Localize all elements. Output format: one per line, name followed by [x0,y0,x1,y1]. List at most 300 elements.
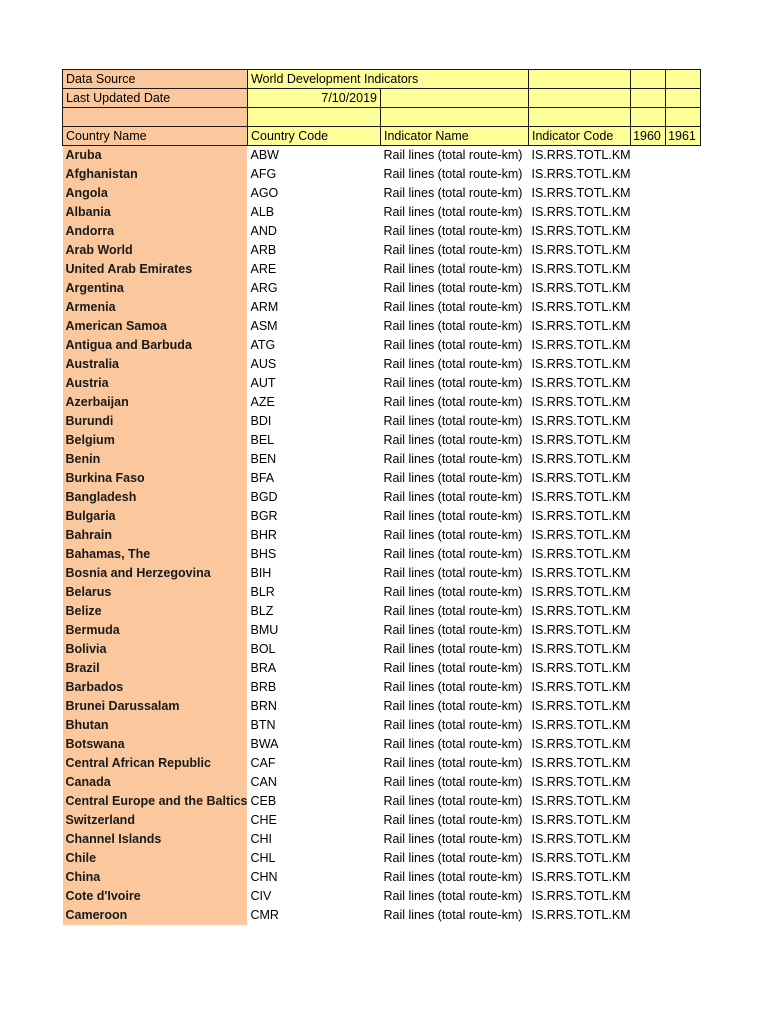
year-1961-cell[interactable] [666,355,701,374]
table-row [63,868,701,887]
empty-cell[interactable] [247,108,380,127]
country-code-cell[interactable]: BEN [247,450,380,469]
country-code-cell[interactable]: BTN [247,716,380,735]
header-country-name[interactable]: Country Name [63,127,248,146]
year-1961-cell[interactable] [666,184,701,203]
indicator-name-cell[interactable]: Rail lines (total route-km) [380,811,528,830]
country-code-cell[interactable]: BIH [247,564,380,583]
table-row [63,260,701,279]
year-1960-cell[interactable] [631,830,666,849]
country-name-cell[interactable]: Bosnia and Herzegovina [63,564,248,583]
indicator-code-cell[interactable]: IS.RRS.TOTL.KM [528,640,630,659]
indicator-code-cell[interactable]: IS.RRS.TOTL.KM [528,488,630,507]
indicator-code-cell[interactable]: IS.RRS.TOTL.KM [528,374,630,393]
indicator-name-cell[interactable]: Rail lines (total route-km) [380,716,528,735]
indicator-code-cell[interactable]: IS.RRS.TOTL.KM [528,545,630,564]
empty-cell[interactable] [631,70,666,89]
indicator-name-cell[interactable]: Rail lines (total route-km) [380,203,528,222]
table-row [63,735,701,754]
country-name-cell[interactable]: Belgium [63,431,248,450]
country-code-cell[interactable]: BRN [247,697,380,716]
indicator-code-cell[interactable]: IS.RRS.TOTL.KM [528,507,630,526]
country-code-cell[interactable]: ARM [247,298,380,317]
indicator-code-cell[interactable]: IS.RRS.TOTL.KM [528,241,630,260]
year-1960-cell[interactable] [631,716,666,735]
indicator-code-cell[interactable]: IS.RRS.TOTL.KM [528,450,630,469]
year-1960-cell[interactable] [631,906,666,925]
country-name-cell[interactable]: American Samoa [63,317,248,336]
year-1961-cell[interactable] [666,488,701,507]
country-code-cell[interactable]: BWA [247,735,380,754]
country-code-cell[interactable]: ABW [247,146,380,166]
year-1960-cell[interactable] [631,621,666,640]
year-1961-cell[interactable] [666,602,701,621]
indicator-name-cell[interactable]: Rail lines (total route-km) [380,697,528,716]
indicator-code-cell[interactable]: IS.RRS.TOTL.KM [528,659,630,678]
indicator-code-cell[interactable]: IS.RRS.TOTL.KM [528,697,630,716]
year-1960-cell[interactable] [631,336,666,355]
empty-cell[interactable] [528,70,630,89]
year-1961-cell[interactable] [666,678,701,697]
indicator-code-cell[interactable]: IS.RRS.TOTL.KM [528,203,630,222]
year-1961-cell[interactable] [666,526,701,545]
indicator-name-cell[interactable]: Rail lines (total route-km) [380,488,528,507]
year-1961-cell[interactable] [666,716,701,735]
indicator-name-cell[interactable]: Rail lines (total route-km) [380,868,528,887]
year-1960-cell[interactable] [631,431,666,450]
indicator-name-cell[interactable]: Rail lines (total route-km) [380,621,528,640]
table-row [63,773,701,792]
indicator-code-cell[interactable]: IS.RRS.TOTL.KM [528,279,630,298]
indicator-name-cell[interactable]: Rail lines (total route-km) [380,184,528,203]
indicator-name-cell[interactable]: Rail lines (total route-km) [380,146,528,166]
year-1960-cell[interactable] [631,735,666,754]
country-name-cell[interactable]: Chile [63,849,248,868]
country-code-cell[interactable]: BEL [247,431,380,450]
country-name-cell[interactable]: Brazil [63,659,248,678]
year-1961-cell[interactable] [666,336,701,355]
indicator-code-cell[interactable]: IS.RRS.TOTL.KM [528,298,630,317]
year-1961-cell[interactable] [666,583,701,602]
country-name-cell[interactable]: China [63,868,248,887]
indicator-code-cell[interactable]: IS.RRS.TOTL.KM [528,754,630,773]
indicator-name-cell[interactable]: Rail lines (total route-km) [380,412,528,431]
country-code-cell[interactable]: ATG [247,336,380,355]
year-1960-cell[interactable] [631,868,666,887]
empty-cell[interactable] [528,108,630,127]
table-row [63,146,701,166]
indicator-name-cell[interactable]: Rail lines (total route-km) [380,583,528,602]
indicator-name-cell[interactable]: Rail lines (total route-km) [380,849,528,868]
data-source-value[interactable]: World Development Indicators [247,70,528,89]
country-name-cell[interactable]: Cameroon [63,906,248,925]
country-name-cell[interactable]: Cote d'Ivoire [63,887,248,906]
country-code-cell[interactable]: CEB [247,792,380,811]
data-source-row [63,70,701,89]
country-code-cell[interactable]: ARG [247,279,380,298]
indicator-name-cell[interactable]: Rail lines (total route-km) [380,222,528,241]
indicator-name-cell[interactable]: Rail lines (total route-km) [380,773,528,792]
indicator-name-cell[interactable]: Rail lines (total route-km) [380,640,528,659]
year-1961-cell[interactable] [666,165,701,184]
last-updated-label[interactable]: Last Updated Date [63,89,248,108]
indicator-name-cell[interactable]: Rail lines (total route-km) [380,678,528,697]
indicator-code-cell[interactable]: IS.RRS.TOTL.KM [528,906,630,925]
country-name-cell[interactable]: Central Europe and the Baltics [63,792,248,811]
year-1961-cell[interactable] [666,811,701,830]
year-1961-cell[interactable] [666,393,701,412]
indicator-code-cell[interactable]: IS.RRS.TOTL.KM [528,526,630,545]
country-name-cell[interactable]: United Arab Emirates [63,260,248,279]
indicator-code-cell[interactable]: IS.RRS.TOTL.KM [528,412,630,431]
spreadsheet [62,69,701,925]
year-1960-cell[interactable] [631,203,666,222]
year-1960-cell[interactable] [631,678,666,697]
header-year-1960[interactable]: 1960 [631,127,666,146]
country-code-cell[interactable]: BHS [247,545,380,564]
indicator-code-cell[interactable]: IS.RRS.TOTL.KM [528,355,630,374]
indicator-name-cell[interactable]: Rail lines (total route-km) [380,469,528,488]
country-code-cell[interactable]: ALB [247,203,380,222]
last-updated-value[interactable]: 7/10/2019 [247,89,380,108]
indicator-name-cell[interactable]: Rail lines (total route-km) [380,450,528,469]
country-code-cell[interactable]: BGD [247,488,380,507]
indicator-code-cell[interactable]: IS.RRS.TOTL.KM [528,887,630,906]
table-row [63,222,701,241]
indicator-name-cell[interactable]: Rail lines (total route-km) [380,659,528,678]
country-name-cell[interactable]: Argentina [63,279,248,298]
indicator-name-cell[interactable]: Rail lines (total route-km) [380,431,528,450]
year-1960-cell[interactable] [631,811,666,830]
country-code-cell[interactable]: CAN [247,773,380,792]
country-name-cell[interactable]: Canada [63,773,248,792]
country-name-cell[interactable]: Central African Republic [63,754,248,773]
year-1960-cell[interactable] [631,545,666,564]
indicator-name-cell[interactable]: Rail lines (total route-km) [380,906,528,925]
empty-cell[interactable] [380,108,528,127]
country-name-cell[interactable]: Botswana [63,735,248,754]
country-name-cell[interactable]: Bulgaria [63,507,248,526]
country-code-cell[interactable]: BDI [247,412,380,431]
table-row [63,355,701,374]
empty-cell[interactable] [666,70,701,89]
indicator-name-cell[interactable]: Rail lines (total route-km) [380,887,528,906]
indicator-name-cell[interactable]: Rail lines (total route-km) [380,507,528,526]
year-1961-cell[interactable] [666,640,701,659]
year-1961-cell[interactable] [666,241,701,260]
country-name-cell[interactable]: Channel Islands [63,830,248,849]
year-1961-cell[interactable] [666,773,701,792]
country-name-cell[interactable]: Burkina Faso [63,469,248,488]
country-name-cell[interactable]: Antigua and Barbuda [63,336,248,355]
indicator-name-cell[interactable]: Rail lines (total route-km) [380,602,528,621]
country-name-cell[interactable]: Burundi [63,412,248,431]
country-name-cell[interactable]: Arab World [63,241,248,260]
indicator-name-cell[interactable]: Rail lines (total route-km) [380,298,528,317]
year-1961-cell[interactable] [666,697,701,716]
year-1960-cell[interactable] [631,507,666,526]
indicator-code-cell[interactable]: IS.RRS.TOTL.KM [528,792,630,811]
year-1961-cell[interactable] [666,659,701,678]
indicator-code-cell[interactable]: IS.RRS.TOTL.KM [528,317,630,336]
indicator-code-cell[interactable]: IS.RRS.TOTL.KM [528,184,630,203]
year-1960-cell[interactable] [631,355,666,374]
table-row [63,526,701,545]
indicator-code-cell[interactable]: IS.RRS.TOTL.KM [528,393,630,412]
year-1961-cell[interactable] [666,868,701,887]
country-name-cell[interactable]: Bolivia [63,640,248,659]
country-code-cell[interactable]: CHL [247,849,380,868]
indicator-code-cell[interactable]: IS.RRS.TOTL.KM [528,431,630,450]
country-name-cell[interactable]: Bermuda [63,621,248,640]
indicator-code-cell[interactable]: IS.RRS.TOTL.KM [528,564,630,583]
country-code-cell[interactable]: ASM [247,317,380,336]
empty-cell[interactable] [528,89,630,108]
year-1961-cell[interactable] [666,469,701,488]
year-1961-cell[interactable] [666,279,701,298]
year-1960-cell[interactable] [631,260,666,279]
table-row [63,621,701,640]
table-row [63,830,701,849]
year-1961-cell[interactable] [666,754,701,773]
year-1961-cell[interactable] [666,849,701,868]
country-code-cell[interactable]: BRB [247,678,380,697]
country-name-cell[interactable]: Azerbaijan [63,393,248,412]
year-1961-cell[interactable] [666,564,701,583]
year-1960-cell[interactable] [631,298,666,317]
indicator-code-cell[interactable]: IS.RRS.TOTL.KM [528,146,630,166]
country-name-cell[interactable]: Australia [63,355,248,374]
country-code-cell[interactable]: BMU [247,621,380,640]
indicator-name-cell[interactable]: Rail lines (total route-km) [380,545,528,564]
indicator-code-cell[interactable]: IS.RRS.TOTL.KM [528,830,630,849]
year-1961-cell[interactable] [666,906,701,925]
year-1961-cell[interactable] [666,830,701,849]
empty-cell[interactable] [380,89,528,108]
country-name-cell[interactable]: Angola [63,184,248,203]
country-name-cell[interactable]: Andorra [63,222,248,241]
year-1960-cell[interactable] [631,469,666,488]
year-1960-cell[interactable] [631,488,666,507]
table-row [63,640,701,659]
empty-cell[interactable] [666,89,701,108]
country-name-cell[interactable]: Albania [63,203,248,222]
year-1960-cell[interactable] [631,583,666,602]
table-row [63,431,701,450]
year-1961-cell[interactable] [666,545,701,564]
indicator-code-cell[interactable]: IS.RRS.TOTL.KM [528,678,630,697]
indicator-code-cell[interactable]: IS.RRS.TOTL.KM [528,849,630,868]
data-table [62,69,701,925]
indicator-code-cell[interactable]: IS.RRS.TOTL.KM [528,716,630,735]
data-source-label[interactable]: Data Source [63,70,248,89]
country-code-cell[interactable]: BOL [247,640,380,659]
indicator-code-cell[interactable]: IS.RRS.TOTL.KM [528,868,630,887]
country-code-cell[interactable]: AUS [247,355,380,374]
country-code-cell[interactable]: AUT [247,374,380,393]
table-row [63,203,701,222]
country-code-cell[interactable]: BGR [247,507,380,526]
indicator-name-cell[interactable]: Rail lines (total route-km) [380,317,528,336]
indicator-name-cell[interactable]: Rail lines (total route-km) [380,526,528,545]
country-name-cell[interactable]: Benin [63,450,248,469]
year-1960-cell[interactable] [631,317,666,336]
country-name-cell[interactable]: Armenia [63,298,248,317]
country-code-cell[interactable]: CMR [247,906,380,925]
country-name-cell[interactable]: Belarus [63,583,248,602]
year-1960-cell[interactable] [631,564,666,583]
country-code-cell[interactable]: CHI [247,830,380,849]
table-row [63,678,701,697]
country-name-cell[interactable]: Bhutan [63,716,248,735]
table-row [63,298,701,317]
country-code-cell[interactable]: BLZ [247,602,380,621]
header-indicator-code[interactable]: Indicator Code [528,127,630,146]
empty-cell[interactable] [63,108,248,127]
year-1960-cell[interactable] [631,792,666,811]
table-row [63,241,701,260]
year-1961-cell[interactable] [666,450,701,469]
indicator-name-cell[interactable]: Rail lines (total route-km) [380,735,528,754]
indicator-name-cell[interactable]: Rail lines (total route-km) [380,336,528,355]
country-code-cell[interactable]: AND [247,222,380,241]
country-name-cell[interactable]: Bahamas, The [63,545,248,564]
country-name-cell[interactable]: Bangladesh [63,488,248,507]
year-1960-cell[interactable] [631,450,666,469]
country-code-cell[interactable]: CHN [247,868,380,887]
country-name-cell[interactable]: Brunei Darussalam [63,697,248,716]
year-1961-cell[interactable] [666,203,701,222]
year-1960-cell[interactable] [631,412,666,431]
table-row [63,716,701,735]
country-code-cell[interactable]: ARB [247,241,380,260]
year-1960-cell[interactable] [631,773,666,792]
year-1960-cell[interactable] [631,602,666,621]
year-1960-cell[interactable] [631,849,666,868]
country-code-cell[interactable]: CAF [247,754,380,773]
country-code-cell[interactable]: ARE [247,260,380,279]
year-1960-cell[interactable] [631,146,666,166]
year-1961-cell[interactable] [666,412,701,431]
country-code-cell[interactable]: CHE [247,811,380,830]
indicator-code-cell[interactable]: IS.RRS.TOTL.KM [528,469,630,488]
year-1960-cell[interactable] [631,887,666,906]
table-row [63,165,701,184]
indicator-name-cell[interactable]: Rail lines (total route-km) [380,830,528,849]
year-1960-cell[interactable] [631,393,666,412]
country-name-cell[interactable]: Bahrain [63,526,248,545]
year-1960-cell[interactable] [631,526,666,545]
year-1961-cell[interactable] [666,621,701,640]
country-code-cell[interactable]: BFA [247,469,380,488]
country-code-cell[interactable]: BLR [247,583,380,602]
indicator-code-cell[interactable]: IS.RRS.TOTL.KM [528,811,630,830]
year-1961-cell[interactable] [666,222,701,241]
year-1960-cell[interactable] [631,165,666,184]
country-code-cell[interactable]: AGO [247,184,380,203]
empty-cell[interactable] [631,108,666,127]
country-code-cell[interactable]: CIV [247,887,380,906]
country-name-cell[interactable]: Barbados [63,678,248,697]
country-code-cell[interactable]: BRA [247,659,380,678]
indicator-name-cell[interactable]: Rail lines (total route-km) [380,165,528,184]
country-name-cell[interactable]: Austria [63,374,248,393]
year-1960-cell[interactable] [631,184,666,203]
indicator-code-cell[interactable]: IS.RRS.TOTL.KM [528,222,630,241]
indicator-code-cell[interactable]: IS.RRS.TOTL.KM [528,260,630,279]
year-1961-cell[interactable] [666,317,701,336]
indicator-code-cell[interactable]: IS.RRS.TOTL.KM [528,773,630,792]
table-row [63,792,701,811]
empty-cell[interactable] [631,89,666,108]
indicator-code-cell[interactable]: IS.RRS.TOTL.KM [528,602,630,621]
table-row [63,450,701,469]
year-1961-cell[interactable] [666,792,701,811]
country-name-cell[interactable]: Belize [63,602,248,621]
year-1960-cell[interactable] [631,697,666,716]
country-code-cell[interactable]: AZE [247,393,380,412]
indicator-code-cell[interactable]: IS.RRS.TOTL.KM [528,735,630,754]
year-1961-cell[interactable] [666,887,701,906]
country-name-cell[interactable]: Switzerland [63,811,248,830]
table-row [63,374,701,393]
year-1961-cell[interactable] [666,260,701,279]
table-row [63,412,701,431]
table-row [63,697,701,716]
indicator-name-cell[interactable]: Rail lines (total route-km) [380,792,528,811]
header-year-1961[interactable]: 1961 [666,127,701,146]
indicator-code-cell[interactable]: IS.RRS.TOTL.KM [528,336,630,355]
year-1961-cell[interactable] [666,298,701,317]
header-indicator-name[interactable]: Indicator Name [380,127,528,146]
year-1960-cell[interactable] [631,222,666,241]
header-country-code[interactable]: Country Code [247,127,380,146]
indicator-name-cell[interactable]: Rail lines (total route-km) [380,279,528,298]
indicator-code-cell[interactable]: IS.RRS.TOTL.KM [528,583,630,602]
indicator-name-cell[interactable]: Rail lines (total route-km) [380,355,528,374]
indicator-name-cell[interactable]: Rail lines (total route-km) [380,564,528,583]
table-row [63,393,701,412]
table-row [63,659,701,678]
year-1961-cell[interactable] [666,507,701,526]
indicator-name-cell[interactable]: Rail lines (total route-km) [380,241,528,260]
year-1961-cell[interactable] [666,735,701,754]
country-code-cell[interactable]: BHR [247,526,380,545]
indicator-name-cell[interactable]: Rail lines (total route-km) [380,754,528,773]
indicator-name-cell[interactable]: Rail lines (total route-km) [380,393,528,412]
year-1960-cell[interactable] [631,374,666,393]
country-name-cell[interactable]: Afghanistan [63,165,248,184]
table-row [63,564,701,583]
indicator-name-cell[interactable]: Rail lines (total route-km) [380,374,528,393]
country-code-cell[interactable]: AFG [247,165,380,184]
year-1960-cell[interactable] [631,659,666,678]
table-row [63,279,701,298]
indicator-code-cell[interactable]: IS.RRS.TOTL.KM [528,621,630,640]
year-1960-cell[interactable] [631,754,666,773]
country-name-cell[interactable]: Aruba [63,146,248,166]
year-1961-cell[interactable] [666,146,701,166]
empty-cell[interactable] [666,108,701,127]
year-1960-cell[interactable] [631,279,666,298]
year-1960-cell[interactable] [631,241,666,260]
indicator-code-cell[interactable]: IS.RRS.TOTL.KM [528,165,630,184]
column-header-row [63,127,701,146]
indicator-name-cell[interactable]: Rail lines (total route-km) [380,260,528,279]
year-1961-cell[interactable] [666,431,701,450]
year-1961-cell[interactable] [666,374,701,393]
year-1960-cell[interactable] [631,640,666,659]
